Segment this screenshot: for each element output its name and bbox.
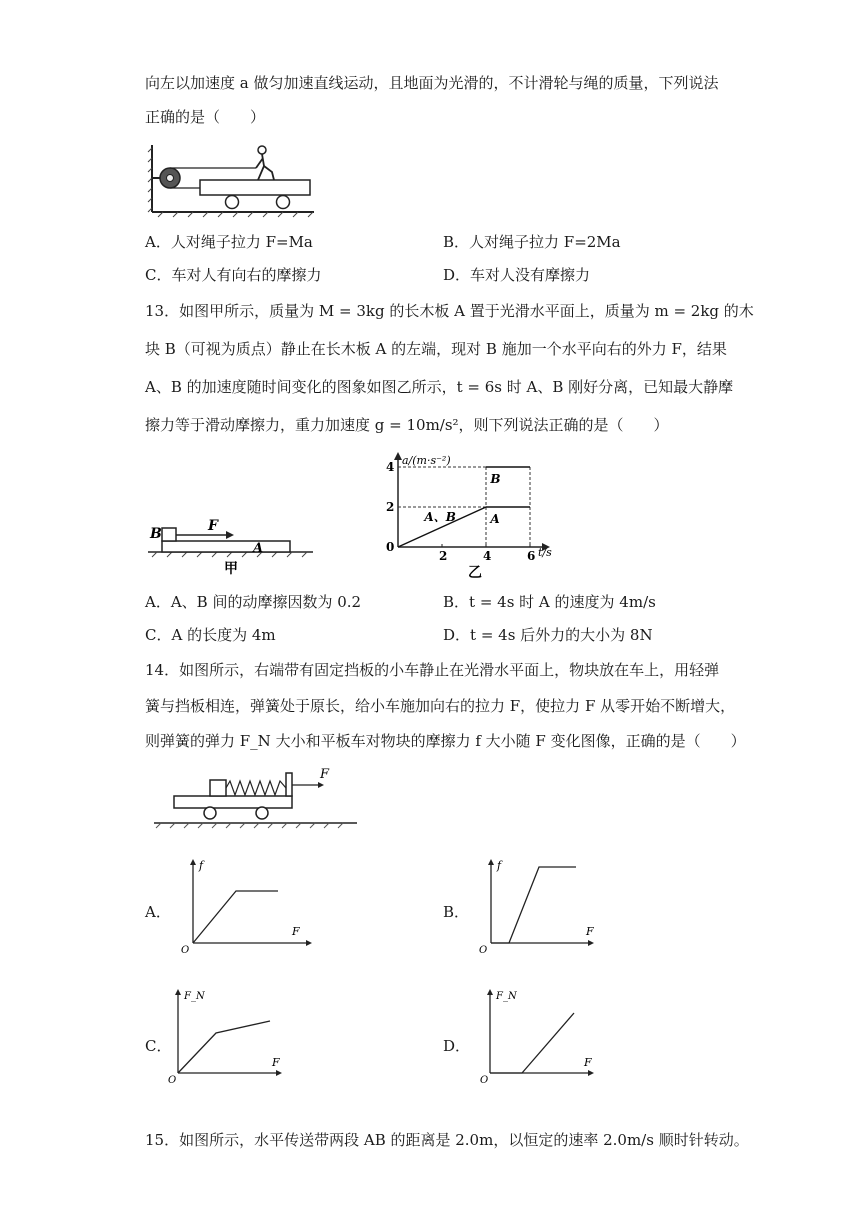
q14-graph-b: [476, 855, 616, 955]
x-axis-label: t/s: [538, 546, 552, 559]
q12-option-d: D．车对人没有摩擦力: [443, 266, 591, 284]
q14-force-label: F: [320, 767, 330, 782]
q13-jia-label-b: B: [150, 526, 162, 542]
q14-graph-d: [478, 985, 608, 1085]
q13-jia-caption: 甲: [224, 561, 238, 577]
q13-jia-label-a: A: [253, 541, 264, 556]
series-label-a: A: [490, 512, 500, 526]
q13-option-a: A．A、B 间的动摩擦因数为 0.2: [145, 593, 362, 611]
q13-text-line-2: 块 B（可视为质点）静止在长木板 A 的左端，现对 B 施加一个水平向右的外力 F，结果: [145, 340, 727, 358]
q14-d-origin: O: [480, 1075, 489, 1086]
q12-option-c: C．车对人有向右的摩擦力: [145, 266, 322, 284]
q14-option-a-label: A．: [145, 903, 171, 921]
q14-option-c-label: C．: [145, 1037, 172, 1055]
q14-option-b-label: B．: [443, 903, 470, 921]
y-tick-label-1: 2: [386, 500, 395, 514]
q13-option-d: D．t = 4s 后外力的大小为 8N: [443, 626, 653, 644]
y-tick-label-2: 0: [386, 540, 395, 554]
q13-text-line-1: 13．如图甲所示，质量为 M = 3kg 的长木板 A 置于光滑水平面上，质量为 m = 2kg 的木: [145, 302, 754, 320]
q14-spring-cart-figure: [152, 765, 362, 833]
q14-graph-a: [178, 855, 318, 955]
q14-text-line-1: 14．如图所示，右端带有固定挡板的小车静止在光滑水平面上，物块放在车上，用轻弹: [145, 661, 720, 679]
q13-text-line-3: A、B 的加速度随时间变化的图象如图乙所示，t = 6s 时 A、B 刚好分离，已知最大静摩: [145, 378, 734, 396]
x-tick-label-0: 2: [439, 549, 448, 563]
y-axis-label: a/(m·s⁻²): [402, 454, 451, 467]
q14-b-y-label: f: [497, 859, 502, 872]
q14-graph-c: [166, 985, 296, 1085]
q13-figure-jia: [148, 510, 318, 575]
series-label-b: B: [490, 472, 501, 486]
q13-option-c: C．A 的长度为 4m: [145, 626, 276, 644]
q14-b-x-label: F: [586, 925, 594, 938]
y-axis-arrow: [394, 452, 402, 460]
q12-option-b: B．人对绳子拉力 F=2Ma: [443, 233, 621, 251]
q14-d-x-label: F: [584, 1056, 592, 1069]
q14-a-origin: O: [181, 945, 190, 956]
q14-c-origin: O: [168, 1075, 177, 1086]
q13-option-b: B．t = 4s 时 A 的速度为 4m/s: [443, 593, 656, 611]
x-tick-label-1: 4: [483, 549, 492, 563]
q12-text-line-2: 正确的是（ ）: [145, 108, 266, 126]
q13-text-line-4: 擦力等于滑动摩擦力，重力加速度 g = 10m/s²，则下列说法正确的是（ ）: [145, 416, 669, 434]
q14-text-line-2: 簧与挡板相连，弹簧处于原长，给小车施加向右的拉力 F，使拉力 F 从零开始不断增大，: [145, 697, 736, 715]
q13-yi-caption: 乙: [468, 565, 482, 581]
q12-text-line-1: 向左以加速度 a 做匀加速直线运动，且地面为光滑的，不计滑轮与绳的质量，下列说法: [145, 74, 719, 92]
q13-jia-label-f: F: [208, 518, 218, 534]
y-tick-label-0: 4: [386, 460, 395, 474]
q14-c-y-label: F_N: [184, 991, 205, 1002]
q12-pulley-cart-figure: [148, 140, 318, 220]
q14-a-y-label: f: [199, 859, 204, 872]
q12-option-a: A．人对绳子拉力 F=Ma: [145, 233, 313, 251]
q15-text-line-1: 15．如图所示，水平传送带两段 AB 的距离是 2.0m，以恒定的速率 2.0m/s 顺时针转动。: [145, 1131, 749, 1149]
q13-figure-yi-chart: [380, 452, 570, 582]
x-tick-label-2: 6: [527, 549, 536, 563]
q14-c-x-label: F: [272, 1056, 280, 1069]
q14-text-line-3: 则弹簧的弹力 F_N 大小和平板车对物块的摩擦力 f 大小随 F 变化图像，正确的是（ ）: [145, 732, 746, 750]
q14-option-d-label: D．: [443, 1037, 471, 1055]
q14-d-y-label: F_N: [496, 991, 517, 1002]
q14-b-origin: O: [479, 945, 488, 956]
q14-a-x-label: F: [292, 925, 300, 938]
series-label-ab: A、B: [424, 510, 456, 524]
